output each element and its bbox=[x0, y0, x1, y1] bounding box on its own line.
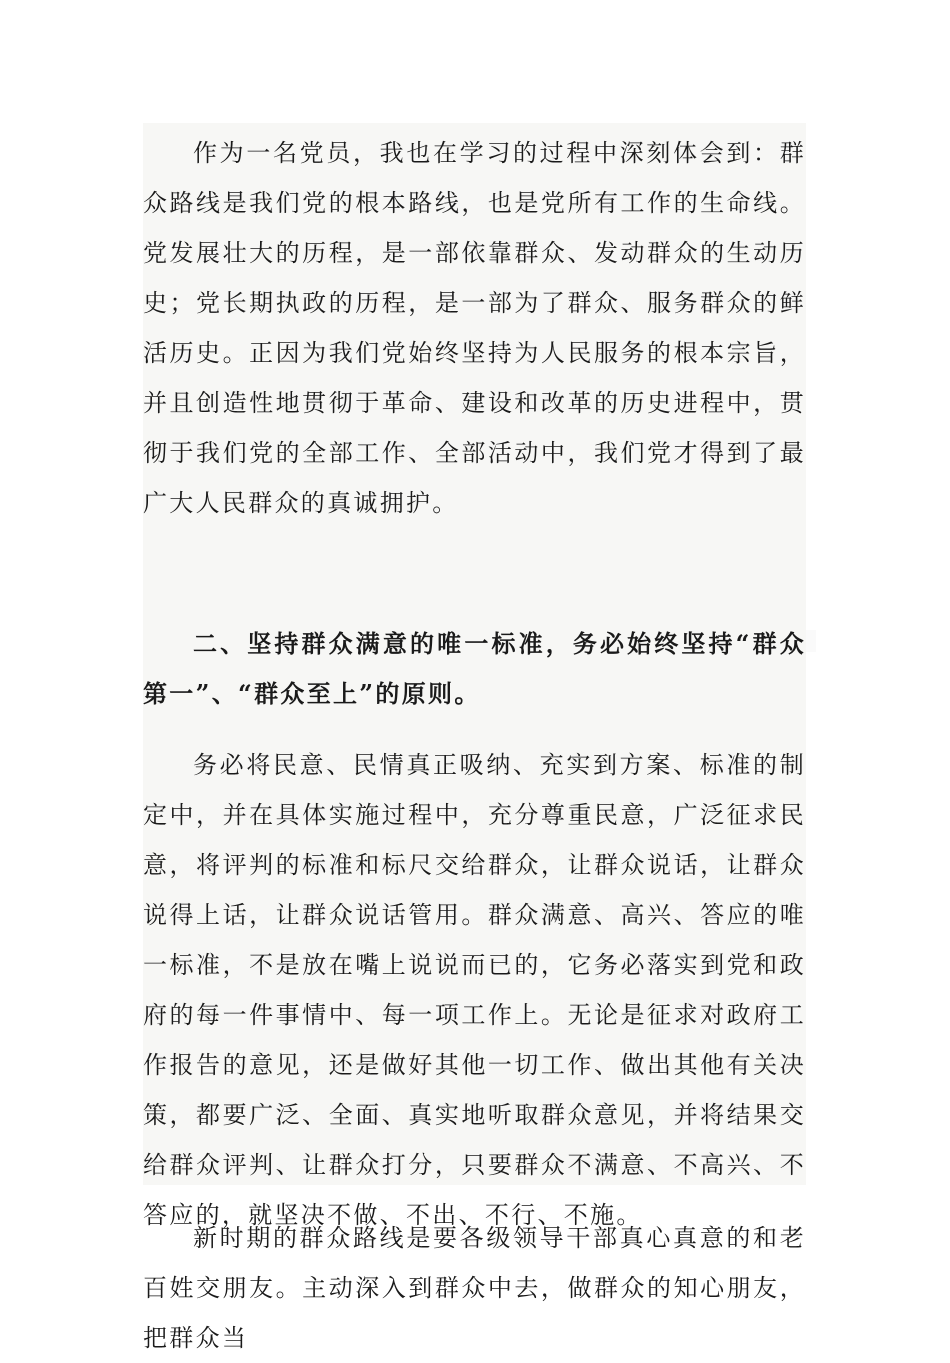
paragraph-party-member-reflection: 作为一名党员，我也在学习的过程中深刻体会到：群众路线是我们党的根本路线，也是党所有工作的生命线。党发展壮大的历程，是一部依靠群众、发动群众的生动历史；党长期执政的历程，是一部为了群众、服务群众的鲜活历史。正因为我们党始终坚持为人民服务的根本宗旨，并且创造性地贯彻于革命、建设和改革的历史进程中，贯彻于我们党的全部工作、全部活动中，我们党才得到了最广大人民群众的真诚拥护。 bbox=[143, 139, 806, 517]
paragraph-public-opinion: 务必将民意、民情真正吸纳、充实到方案、标准的制定中，并在具体实施过程中，充分尊重民意，广泛征求民意，将评判的标准和标尺交给群众，让群众说话，让群众说得上话，让群众说话管用。群众满意、高兴、答应的唯一标准，不是放在嘴上说说而已的，它务必落实到党和政府的每一件事情中、每一项工作上。无论是征求对政府工作报告的意见，还是做好其他一切工作、做出其他有关决策，都要广泛、全面、真实地听取群众意见，并将结果交给群众评判、让群众打分，只要群众不满意、不高兴、不答应的，就坚决不做、不出、不行、不施。 bbox=[143, 751, 806, 1229]
section-heading-two: 二、坚持群众满意的唯一标准，务必始终坚持“群众第一”、“群众至上”的原则。 bbox=[143, 629, 806, 708]
margin-artifact bbox=[806, 630, 816, 652]
paragraph-new-era-mass-line: 新时期的群众路线是要各级领导干部真心真意的和老百姓交朋友。主动深入到群众中去，做群众的知心朋友，把群众当 bbox=[143, 1224, 806, 1352]
document-body bbox=[143, 123, 806, 1352]
